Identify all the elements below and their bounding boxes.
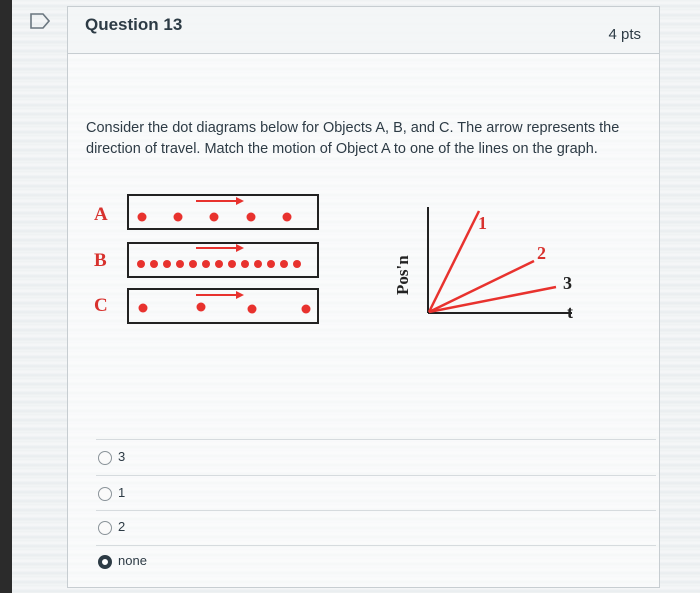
row-b-diagram (128, 243, 318, 277)
question-title: Question 13 (85, 15, 183, 34)
answer-divider (96, 545, 656, 546)
row-a-dot (138, 213, 147, 222)
row-c-dot (302, 305, 311, 314)
radio-button[interactable] (98, 487, 112, 501)
graph-line-1-label: 1 (478, 213, 487, 233)
radio-button-selected[interactable] (98, 555, 112, 569)
dot-diagram-figure (86, 185, 606, 335)
row-b-dot (202, 260, 210, 268)
row-label-a: A (94, 204, 108, 225)
row-b-arrowhead (236, 244, 244, 252)
row-b-dot (241, 260, 249, 268)
row-b-dot (163, 260, 171, 268)
row-a-dot (210, 213, 219, 222)
answer-divider (96, 475, 656, 476)
question-points: 4 pts (608, 26, 641, 43)
answer-divider (96, 510, 656, 511)
row-label-b: B (94, 250, 107, 271)
row-c-diagram (128, 289, 318, 323)
row-a-arrowhead (236, 197, 244, 205)
answer-option-none[interactable] (98, 553, 398, 575)
answer-label: 3 (118, 449, 126, 464)
row-a-dot (174, 213, 183, 222)
row-c-dot (197, 303, 206, 312)
row-b-dot (267, 260, 275, 268)
graph-line-1 (429, 211, 479, 312)
answer-option-3[interactable] (98, 449, 398, 471)
window-edge (0, 0, 12, 593)
answer-option-1[interactable] (98, 485, 398, 507)
answer-option-2[interactable] (98, 519, 398, 541)
row-a-dot (283, 213, 292, 222)
position-time-graph (393, 207, 573, 322)
question-header (68, 7, 659, 54)
answer-label: 1 (118, 485, 126, 500)
row-c-dot (248, 305, 257, 314)
row-b-dot (293, 260, 301, 268)
radio-button[interactable] (98, 451, 112, 465)
row-b-dot (215, 260, 223, 268)
row-b-dot (176, 260, 184, 268)
bookmark-flag-icon[interactable] (30, 13, 50, 29)
row-a-diagram (128, 195, 318, 229)
row-b-dot (280, 260, 288, 268)
graph-line-3 (429, 287, 556, 312)
graph-line-2-label: 2 (537, 243, 546, 263)
row-b-dot (150, 260, 158, 268)
row-c-dot (139, 304, 148, 313)
row-b-dot (189, 260, 197, 268)
answer-label: none (118, 553, 147, 568)
question-card (67, 6, 660, 588)
question-prompt: Consider the dot diagrams below for Objects A, B, and C. The arrow represents the direction of travel. Match the motion of Object A to one of the lines on the graph. (86, 120, 620, 157)
graph-line-3-label: 3 (563, 273, 572, 293)
row-b-dot (228, 260, 236, 268)
row-b-dot (254, 260, 262, 268)
graph-y-axis-label: Pos'n (393, 255, 412, 295)
answers-divider (96, 439, 656, 440)
graph-x-axis-label: t (567, 302, 573, 322)
row-label-c: C (94, 295, 108, 316)
row-a-dot (247, 213, 256, 222)
graph-line-2 (429, 261, 534, 312)
answer-label: 2 (118, 519, 126, 534)
row-b-dot (137, 260, 145, 268)
row-c-arrowhead (236, 291, 244, 299)
radio-button[interactable] (98, 521, 112, 535)
